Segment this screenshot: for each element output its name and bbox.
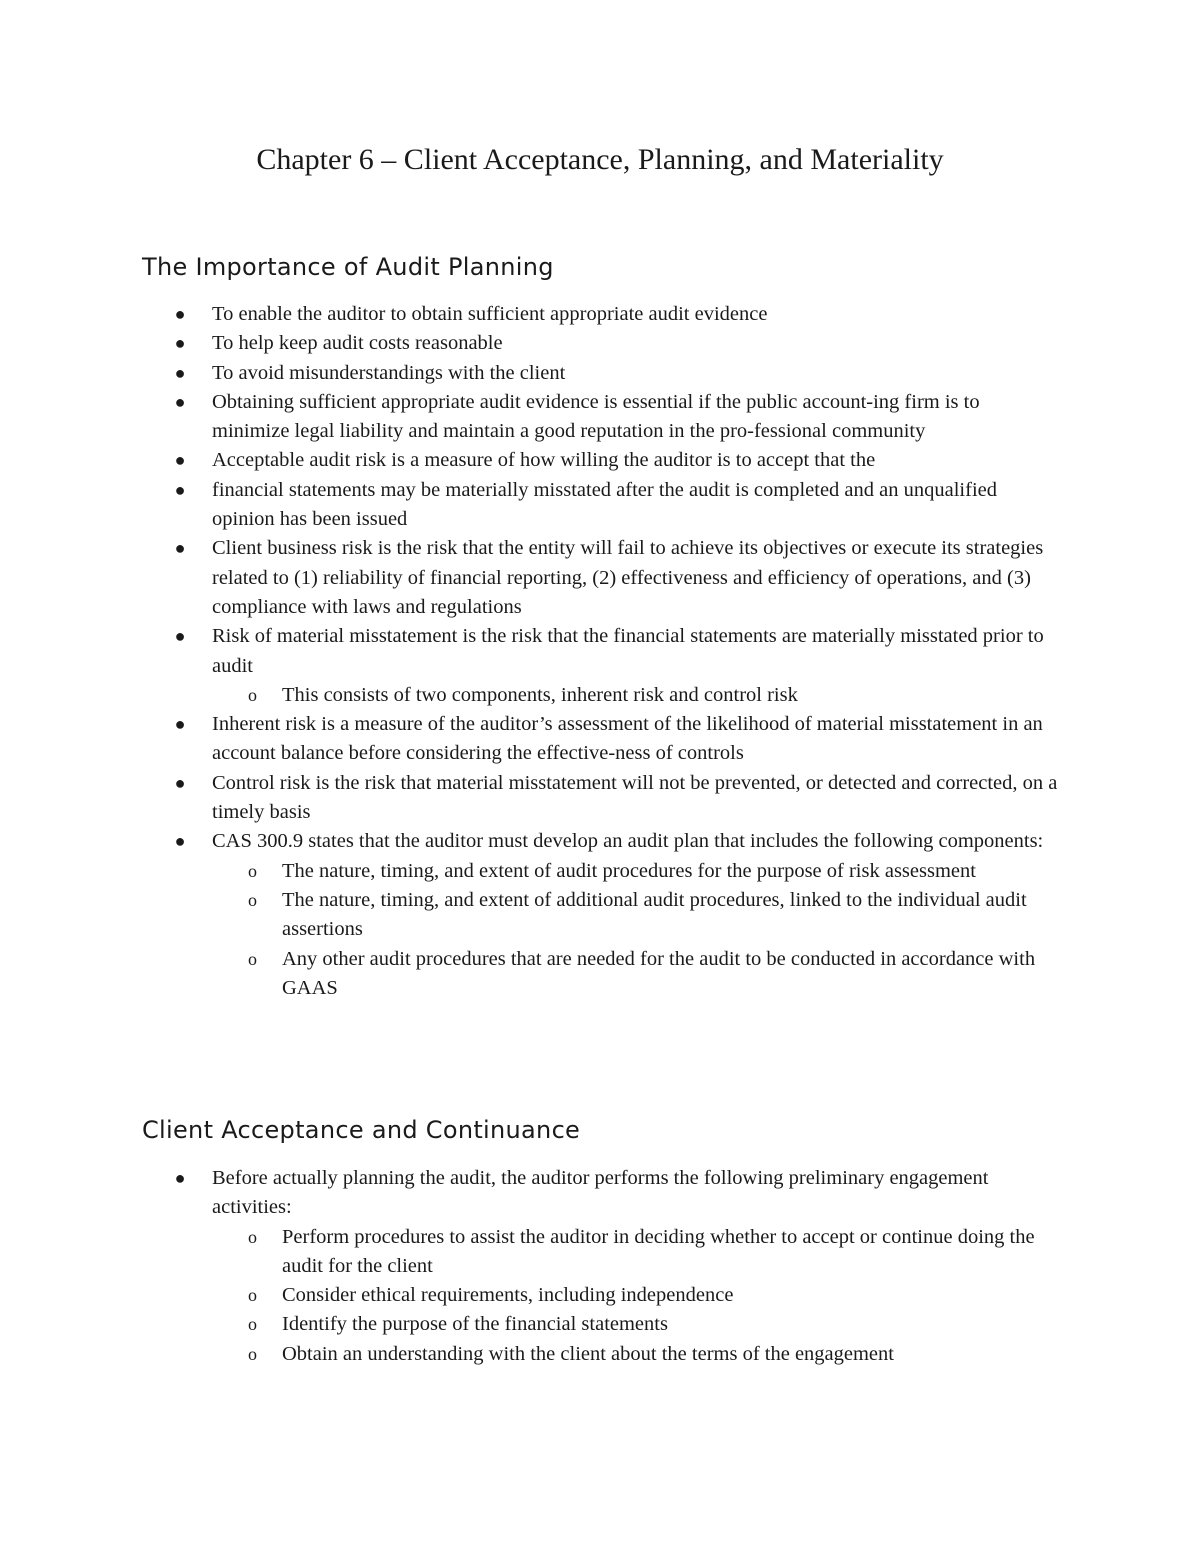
sub-list-item [0, 945, 1062, 1004]
bullet-icon: ● [174, 1168, 186, 1188]
sub-list-item [0, 681, 1062, 710]
bullet-icon: ● [174, 362, 186, 383]
bullet-icon: ● [174, 333, 186, 354]
list-item-text: Obtaining sufficient appropriate audit evidence is essential if the public account-ing firm is to minimize legal liability and maintain a good reputation in the pro-fessional community [212, 390, 980, 443]
list-item-text: To avoid misunderstandings with the client [212, 361, 566, 384]
bullet-icon: ● [174, 626, 186, 647]
bullet-icon: ● [174, 831, 186, 852]
list-item-text: Control risk is the risk that material misstatement will not be prevented, or detected and corrected, on a timely basis [212, 771, 1058, 824]
list-item [0, 622, 1062, 681]
sub-list-item-text: Perform procedures to assist the auditor in deciding whether to accept or continue doing the audit for the client [282, 1225, 1035, 1277]
bullet-icon: ● [174, 391, 186, 412]
list-item-text: Inherent risk is a measure of the auditor’s assessment of the likelihood of material misstatement in an account balance before considering the effective-ness of controls [212, 713, 1043, 765]
list-item-text: Risk of material misstatement is the risk that the financial statements are materially misstated prior to audit [212, 625, 1044, 677]
list-item [0, 388, 1062, 447]
circle-bullet-icon: o [248, 889, 257, 910]
page-title: Chapter 6 – Client Acceptance, Planning, and Materiality [256, 143, 944, 176]
sub-list-item [0, 1340, 1062, 1369]
sub-list-item-text: Obtain an understanding with the client about the terms of the engagement [282, 1342, 894, 1365]
list-item [0, 534, 1062, 622]
list-item [0, 827, 1062, 856]
list-item-text: CAS 300.9 states that the auditor must develop an audit plan that includes the following components: [212, 830, 1044, 853]
list-item-text: financial statements may be materially misstated after the audit is completed and an unqualified opinion has been issued [212, 478, 997, 531]
list-item-text: To help keep audit costs reasonable [212, 332, 503, 355]
sub-list-item [0, 1281, 1062, 1310]
list-item [0, 300, 1062, 329]
list-item-text: Acceptable audit risk is a measure of how willing the auditor is to accept that the [212, 449, 876, 472]
list-item [0, 1164, 1062, 1223]
circle-bullet-icon: o [248, 684, 257, 705]
sub-list-item-text: The nature, timing, and extent of additional audit procedures, linked to the individual audit assertions [282, 888, 1027, 941]
list-item [0, 359, 1062, 388]
sub-list-item-text: This consists of two components, inherent risk and control risk [282, 683, 798, 706]
sub-list-item [0, 1223, 1062, 1282]
sub-list-item-text: Identify the purpose of the financial statements [282, 1313, 668, 1336]
circle-bullet-icon: o [248, 1314, 257, 1335]
section-heading-audit-planning: The Importance of Audit Planning [142, 253, 554, 281]
list-item-text: Before actually planning the audit, the auditor performs the following preliminary engagement activities: [212, 1167, 989, 1219]
sub-list-item-text: Consider ethical requirements, including independence [282, 1284, 734, 1307]
sub-list-item [0, 1310, 1062, 1339]
list-item [0, 769, 1062, 828]
section-heading-client-acceptance: Client Acceptance and Continuance [142, 1116, 581, 1144]
circle-bullet-icon: o [248, 1226, 257, 1247]
circle-bullet-icon: o [248, 1343, 257, 1364]
bullet-icon: ● [174, 450, 186, 471]
circle-bullet-icon: o [248, 1285, 257, 1306]
list-item-text: To enable the auditor to obtain sufficient appropriate audit evidence [212, 303, 768, 325]
list-item [0, 329, 1062, 358]
bullet-icon: ● [174, 538, 186, 559]
sub-list-item [0, 886, 1062, 945]
bullet-icon: ● [174, 304, 186, 324]
list-item [0, 710, 1062, 769]
list-item [0, 446, 1062, 475]
circle-bullet-icon: o [248, 948, 257, 969]
bullet-icon: ● [174, 772, 186, 793]
bullet-list-client-acceptance [0, 1164, 1200, 1369]
list-item-text: Client business risk is the risk that the entity will fail to achieve its objectives or execute its strategies related to (1) reliability of financial reporting, (2) effectiveness and efficiency of operations, and (3) compliance with laws and regulations [212, 537, 1044, 618]
bullet-icon: ● [174, 479, 186, 500]
sub-list-item [0, 857, 1062, 886]
sub-list-item-text: Any other audit procedures that are needed for the audit to be conducted in accordance with GAAS [282, 947, 1036, 999]
list-item [0, 476, 1062, 535]
sub-list-item-text: The nature, timing, and extent of audit procedures for the purpose of risk assessment [282, 859, 976, 882]
circle-bullet-icon: o [248, 860, 257, 881]
bullet-icon: ● [174, 714, 186, 735]
bullet-list-audit-planning [0, 300, 1200, 1003]
